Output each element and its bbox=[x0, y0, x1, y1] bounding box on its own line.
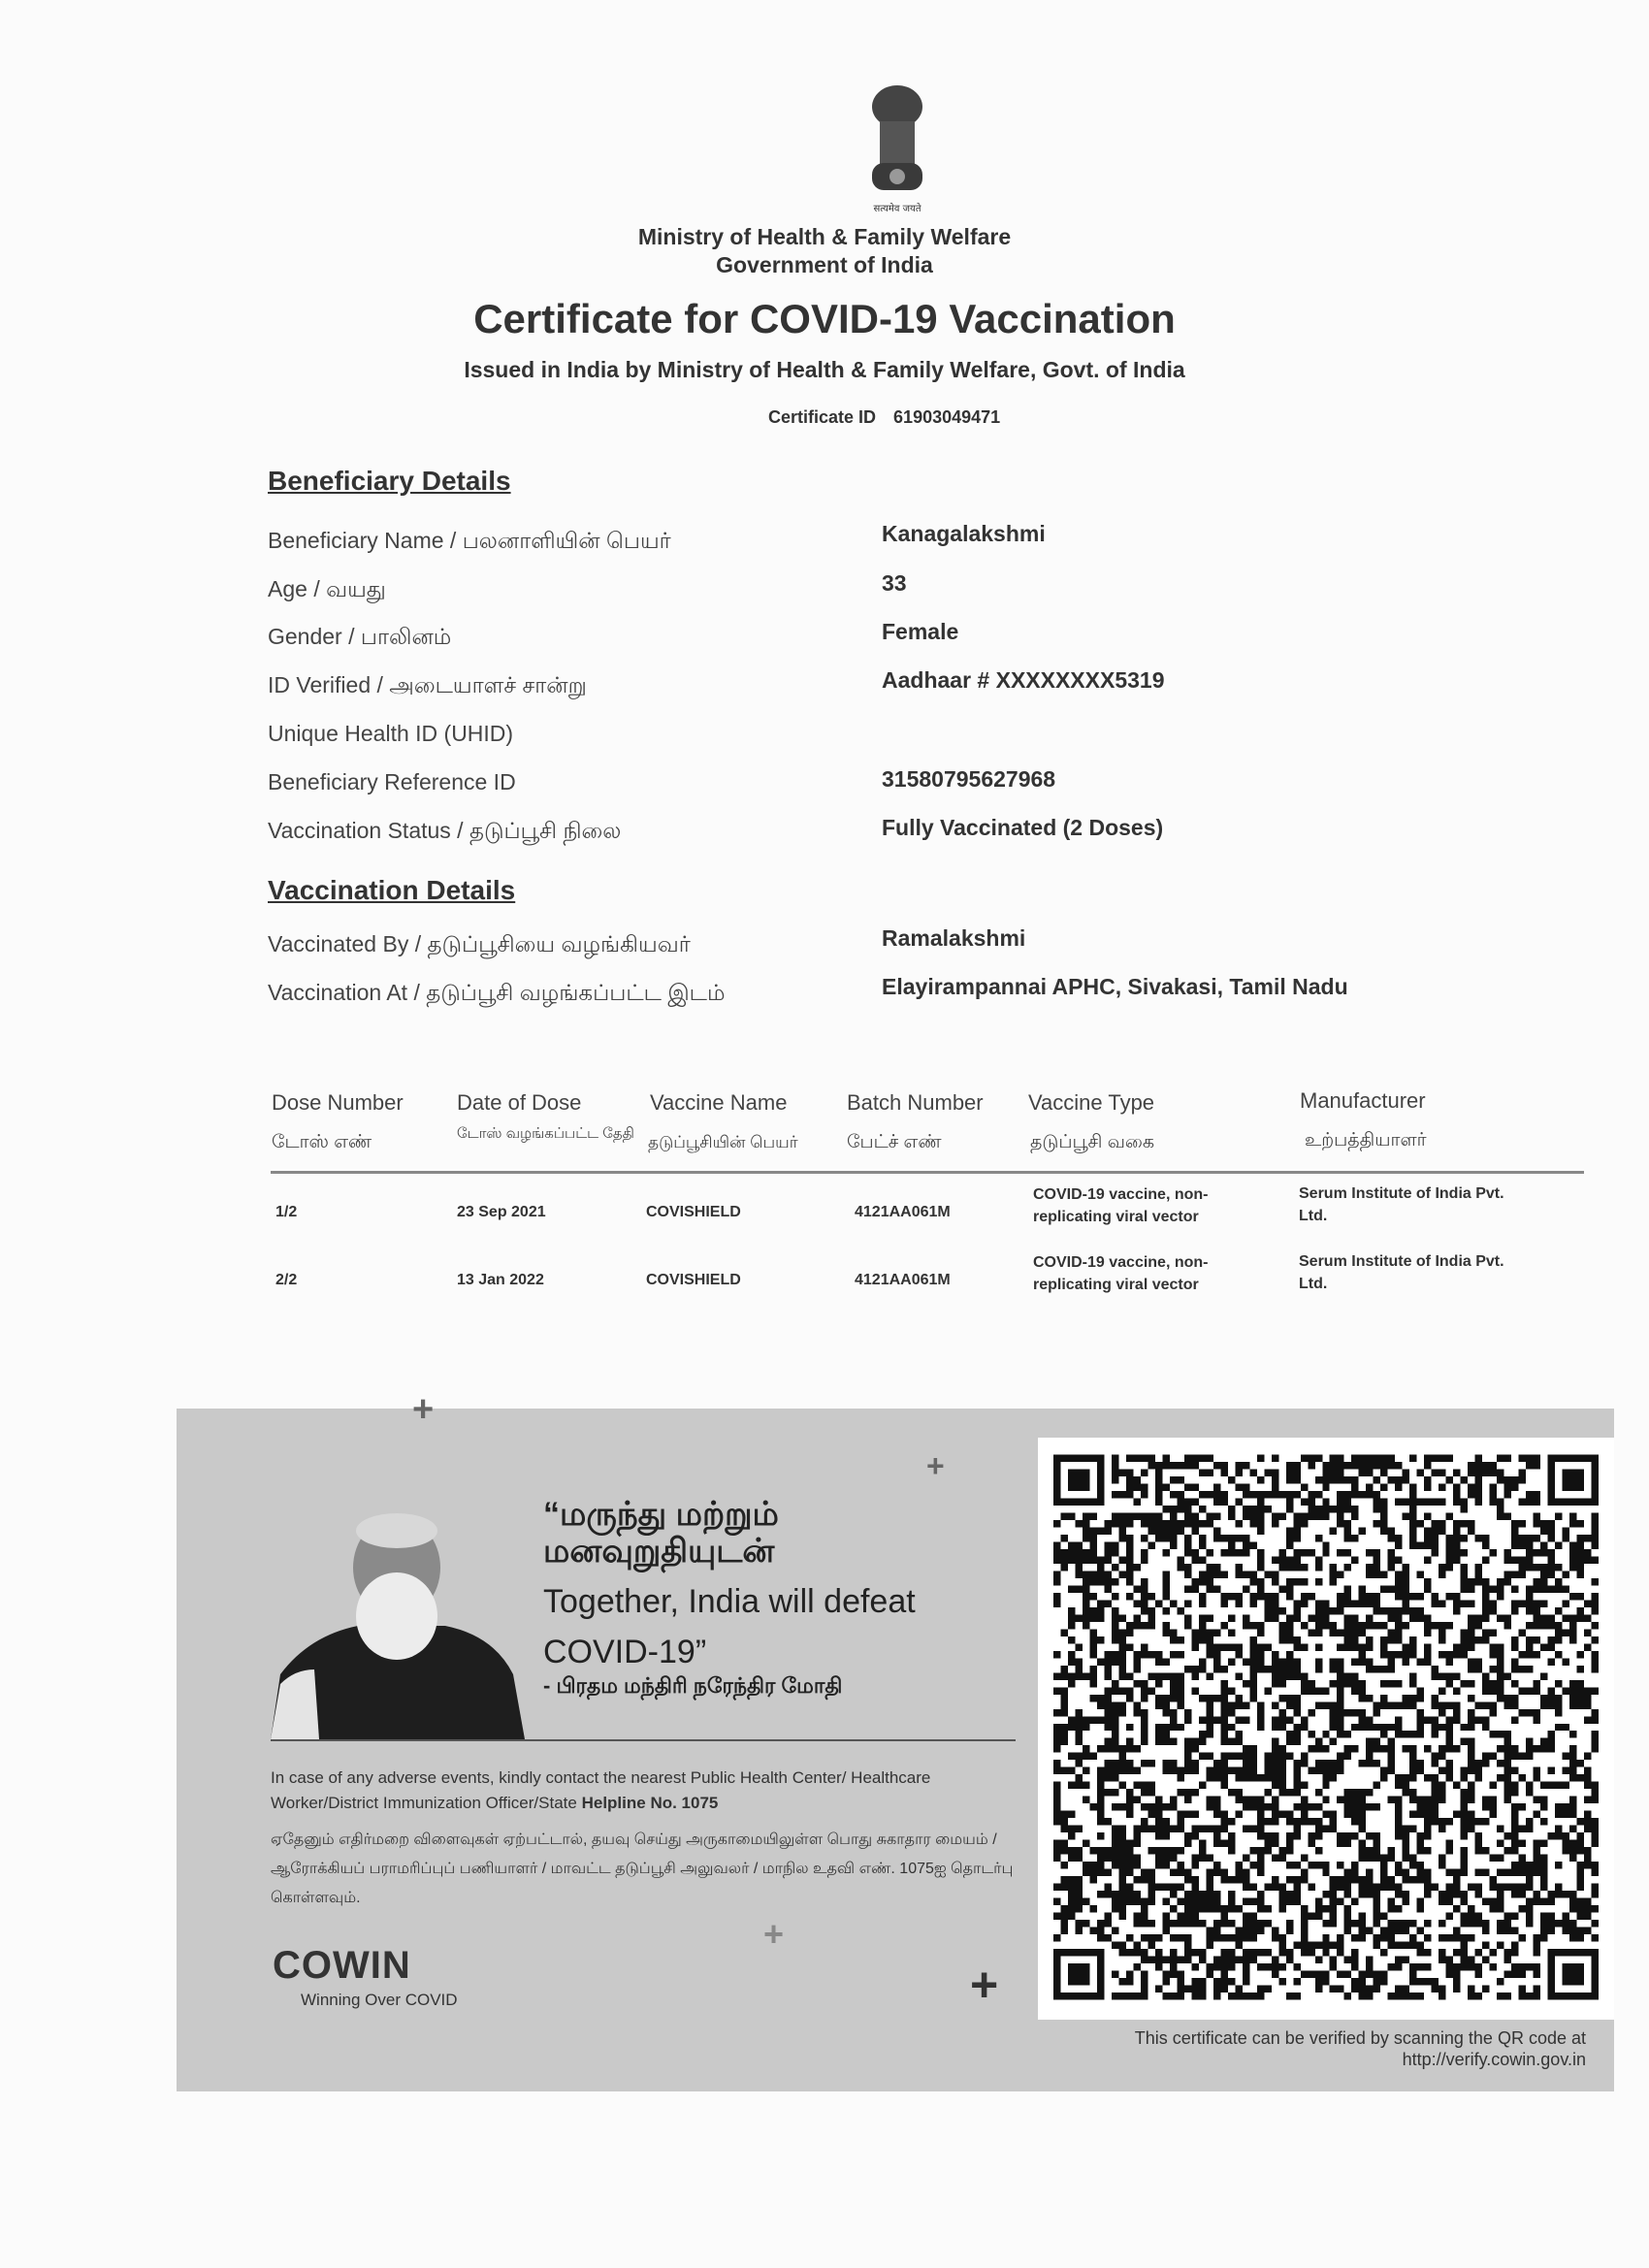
adverse-events-notice-tamil: ஏதேனும் எதிர்மறை விளைவுகள் ஏற்பட்டால், தயவு செய்து அருகாமையிலுள்ள பொது சுகாதார மையம் / ஆரோக்கியப் பராமரிப்புப் பணியாளர் / மாவட்ட தடுப்பூசி அலுவலர் / மாநில உதவி எண். 1075ஐ தொடர்பு கொள்ளவும். bbox=[271, 1831, 1014, 1906]
dose-number-cell: 1/2 bbox=[275, 1204, 298, 1220]
qr-finder-pattern bbox=[1548, 1455, 1599, 1506]
quote-attribution: - பிரதம மந்திரி நரேந்திர மோதி bbox=[543, 1673, 843, 1698]
age-label: Age / வயது bbox=[268, 576, 386, 601]
quote-tamil-line-2: மனவுறுதியுடன் bbox=[543, 1533, 775, 1570]
issued-by: Issued in India by Ministry of Health & Family Welfare, Govt. of India bbox=[464, 357, 1185, 382]
col-header-vaccine-name: Vaccine Name bbox=[650, 1090, 788, 1115]
vaccination-at-value: Elayirampannai APHC, Sivakasi, Tamil Nadu bbox=[882, 974, 1348, 999]
qr-modules bbox=[1053, 1455, 1599, 2000]
id-verified-label: ID Verified / அடையாளச் சான்று bbox=[268, 672, 587, 697]
beneficiary-name-value: Kanagalakshmi bbox=[882, 521, 1046, 546]
vaccine-name-cell: COVISHIELD bbox=[646, 1204, 741, 1220]
qr-finder-pattern bbox=[1053, 1455, 1104, 1506]
quote bbox=[543, 1489, 916, 1677]
dose-number-cell: 2/2 bbox=[275, 1272, 298, 1288]
vaccinated-by-label: Vaccinated By / தடுப்பூசியை வழங்கியவர் bbox=[268, 931, 691, 956]
adverse-events-notice bbox=[271, 1766, 969, 1816]
age-value: 33 bbox=[882, 570, 907, 596]
col-header-dose-number: Dose Number bbox=[272, 1090, 404, 1115]
helpline-number: Helpline No. 1075 bbox=[581, 1794, 719, 1812]
cowin-logo: COWIN bbox=[273, 1944, 411, 1987]
quote-tamil-line-1: “மருந்து மற்றும் bbox=[543, 1496, 779, 1533]
gender-label: Gender / பாலினம் bbox=[268, 624, 452, 649]
manufacturer-cell: Serum Institute of India Pvt. Ltd. bbox=[1299, 1185, 1504, 1224]
col-header-vaccine-name-ta: தடுப்பூசியின் பெயர் bbox=[648, 1133, 798, 1151]
vaccinated-by-value: Ramalakshmi bbox=[882, 925, 1026, 951]
svg-text:सत्यमेव जयते: सत्यमेव जयते bbox=[873, 204, 922, 214]
government-line: Government of India bbox=[716, 252, 933, 277]
gender-value: Female bbox=[882, 619, 959, 644]
page-title: Certificate for COVID-19 Vaccination bbox=[473, 296, 1176, 341]
uhid-label: Unique Health ID (UHID) bbox=[268, 721, 514, 746]
plus-icon: + bbox=[763, 1914, 785, 1954]
vaccination-status-value: Fully Vaccinated (2 Doses) bbox=[882, 815, 1164, 840]
qr-finder-pattern bbox=[1053, 1949, 1104, 1999]
reference-id-label: Beneficiary Reference ID bbox=[268, 769, 516, 794]
qr-code bbox=[1053, 1452, 1599, 2002]
adverse-events-text: In case of any adverse events, kindly contact the nearest Public Health Center/ Healthcare Worker/District Immunization Officer/State bbox=[271, 1768, 931, 1812]
vaccination-status-label: Vaccination Status / தடுப்பூசி நிலை bbox=[268, 818, 622, 843]
verification-note bbox=[1038, 2027, 1586, 2070]
ministry-line: Ministry of Health & Family Welfare bbox=[637, 224, 1012, 249]
reference-id-value: 31580795627968 bbox=[882, 766, 1056, 792]
verification-text: This certificate can be verified by scanning the QR code at bbox=[1134, 2028, 1586, 2048]
col-header-manufacturer: Manufacturer bbox=[1300, 1088, 1426, 1113]
table-divider bbox=[271, 1171, 1584, 1174]
id-verified-value: Aadhaar # XXXXXXXX5319 bbox=[882, 667, 1165, 693]
quote-english-line-2: COVID-19” bbox=[543, 1634, 707, 1670]
certificate-id bbox=[768, 407, 1018, 428]
col-header-vaccine-type: Vaccine Type bbox=[1028, 1090, 1155, 1115]
quote-english-line-1: Together, India will defeat bbox=[543, 1583, 916, 1620]
col-header-dose-number-ta: டோஸ் எண் bbox=[272, 1132, 372, 1152]
cowin-tagline: Winning Over COVID bbox=[301, 1991, 458, 2009]
batch-cell: 4121AA061M bbox=[855, 1272, 951, 1288]
plus-icon: + bbox=[412, 1389, 435, 1430]
col-header-batch-ta: பேட்ச் எண் bbox=[847, 1132, 942, 1152]
batch-cell: 4121AA061M bbox=[855, 1204, 951, 1220]
col-header-manufacturer-ta: உற்பத்தியாளர் bbox=[1305, 1130, 1427, 1150]
plus-icon: + bbox=[926, 1448, 945, 1483]
plus-icon: + bbox=[970, 1958, 999, 2012]
col-header-date-ta: டோஸ் வழங்கப்பட்ட தேதி bbox=[457, 1125, 634, 1142]
qr-finder-pattern bbox=[1548, 1949, 1599, 1999]
certificate-id-label: Certificate ID bbox=[768, 407, 877, 427]
prime-minister-photo bbox=[271, 1509, 533, 1739]
vaccine-name-cell: COVISHIELD bbox=[646, 1272, 741, 1288]
col-header-vaccine-type-ta: தடுப்பூசி வகை bbox=[1030, 1132, 1155, 1152]
ministry-name bbox=[0, 223, 1649, 279]
date-cell: 13 Jan 2022 bbox=[457, 1272, 544, 1288]
beneficiary-name-label: Beneficiary Name / பலனாளியின் பெயர் bbox=[268, 528, 671, 553]
national-emblem-icon bbox=[858, 78, 936, 218]
manufacturer-cell: Serum Institute of India Pvt. Ltd. bbox=[1299, 1253, 1504, 1292]
vaccination-details-heading: Vaccination Details bbox=[268, 875, 516, 905]
certificate-id-value: 61903049471 bbox=[893, 407, 1001, 427]
col-header-date: Date of Dose bbox=[457, 1090, 582, 1115]
beneficiary-details-heading: Beneficiary Details bbox=[268, 466, 511, 496]
col-header-batch: Batch Number bbox=[847, 1090, 984, 1115]
banner-divider bbox=[271, 1739, 1016, 1741]
qr-code-panel bbox=[1038, 1438, 1614, 2020]
vaccine-type-cell: COVID-19 vaccine, non-replicating viral vector bbox=[1033, 1254, 1209, 1293]
vaccination-at-label: Vaccination At / தடுப்பூசி வழங்கப்பட்ட இடம் bbox=[268, 980, 726, 1005]
date-cell: 23 Sep 2021 bbox=[457, 1204, 546, 1220]
verification-url[interactable]: http://verify.cowin.gov.in bbox=[1402, 2050, 1586, 2069]
vaccine-type-cell: COVID-19 vaccine, non-replicating viral vector bbox=[1033, 1186, 1209, 1225]
